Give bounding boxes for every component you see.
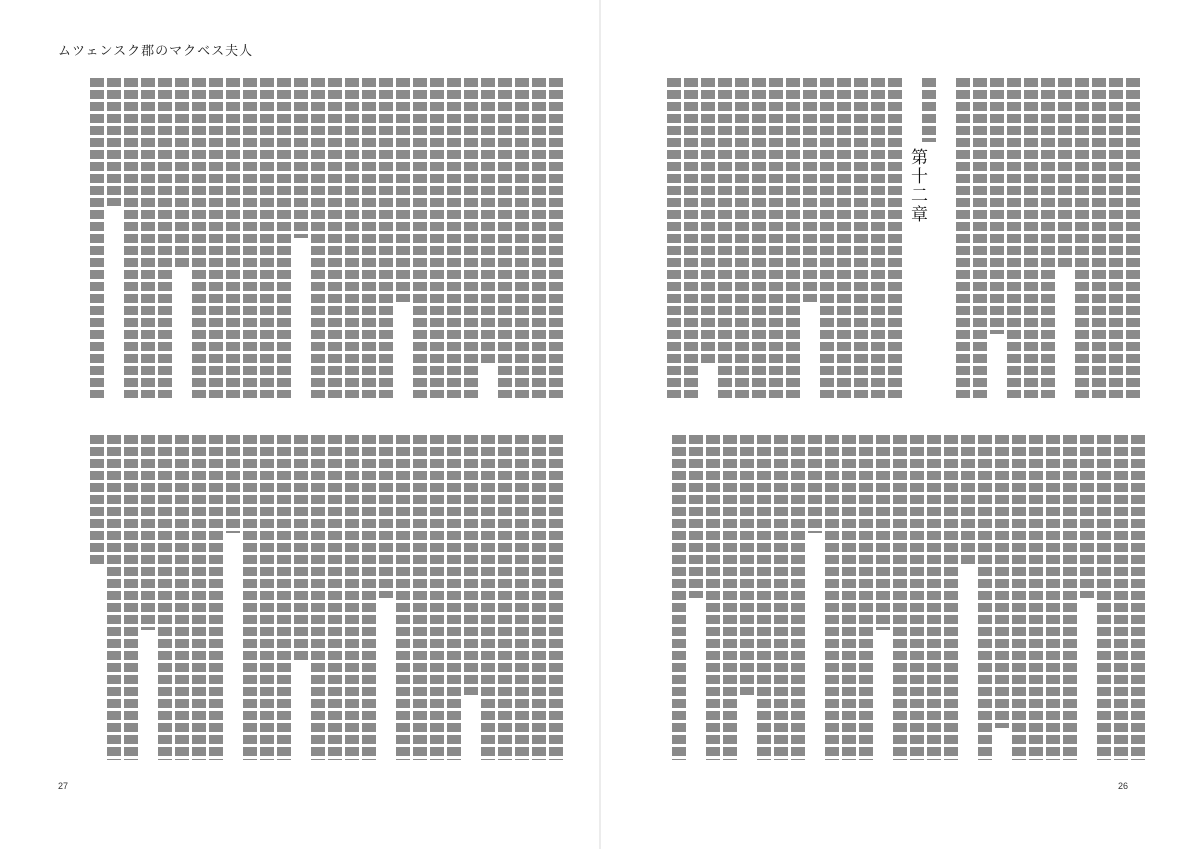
body-text-lower-left: [58, 435, 563, 765]
text-column-placeholder: [209, 435, 223, 760]
text-column-placeholder: [430, 435, 444, 760]
text-column-placeholder: [735, 78, 749, 398]
text-column-placeholder: [684, 78, 698, 398]
text-column-placeholder: [1075, 78, 1089, 398]
text-column-placeholder: [1058, 78, 1072, 270]
text-column-placeholder: [243, 435, 257, 760]
text-column-placeholder: [498, 435, 512, 760]
text-column-placeholder: [549, 435, 563, 760]
text-column-placeholder: [893, 435, 907, 760]
text-column-placeholder: [107, 78, 121, 206]
text-column-placeholder: [876, 435, 890, 630]
text-column-placeholder: [859, 435, 873, 760]
text-column-placeholder: [311, 78, 325, 398]
text-column-placeholder: [803, 78, 817, 302]
text-column-placeholder: [973, 78, 987, 398]
chapter-heading: 第十二章: [907, 148, 927, 224]
body-text-lower-right: [640, 435, 1145, 765]
text-column-placeholder: [910, 435, 924, 760]
text-column-placeholder: [549, 78, 563, 398]
text-column-placeholder: [158, 435, 172, 760]
text-column-placeholder: [1041, 78, 1055, 398]
text-column-placeholder: [175, 435, 189, 760]
text-column-placeholder: [1024, 78, 1038, 398]
text-column-placeholder: [837, 78, 851, 398]
text-column-placeholder: [413, 435, 427, 760]
right-page: [600, 0, 1200, 849]
text-column-placeholder: [141, 78, 155, 398]
text-column-placeholder: [311, 435, 325, 760]
text-column-placeholder: [379, 435, 393, 598]
text-column-placeholder: [888, 78, 902, 398]
text-column-placeholder: [413, 78, 427, 398]
text-column-placeholder: [243, 78, 257, 398]
text-column-placeholder: [464, 78, 478, 398]
text-column-placeholder: [978, 435, 992, 760]
text-column-placeholder: [774, 435, 788, 760]
text-column-placeholder: [141, 435, 155, 630]
text-column-placeholder: [532, 78, 546, 398]
text-column-placeholder: [842, 435, 856, 760]
text-column-placeholder: [107, 435, 121, 760]
text-column-placeholder: [718, 78, 732, 398]
text-column-placeholder: [90, 78, 104, 398]
text-column-placeholder: [226, 435, 240, 533]
text-column-placeholder: [1029, 435, 1043, 760]
text-column-placeholder: [706, 435, 720, 760]
text-column-placeholder: [871, 78, 885, 398]
text-column-placeholder: [328, 435, 342, 760]
text-column-placeholder: [939, 78, 953, 398]
text-column-placeholder: [396, 435, 410, 760]
text-column-placeholder: [786, 78, 800, 398]
text-column-placeholder: [791, 435, 805, 760]
text-column-placeholder: [294, 435, 308, 662]
text-column-placeholder: [905, 78, 919, 398]
text-column-placeholder: [209, 78, 223, 398]
text-column-placeholder: [124, 435, 138, 760]
text-column-placeholder: [260, 435, 274, 760]
text-column-placeholder: [192, 78, 206, 398]
text-column-placeholder: [175, 78, 189, 270]
text-column-placeholder: [90, 435, 104, 565]
text-column-placeholder: [294, 78, 308, 238]
text-column-placeholder: [362, 78, 376, 398]
text-column-placeholder: [672, 435, 686, 760]
text-column-placeholder: [922, 78, 936, 142]
text-column-placeholder: [430, 78, 444, 398]
text-column-placeholder: [345, 78, 359, 398]
text-column-placeholder: [723, 435, 737, 760]
text-column-placeholder: [515, 435, 529, 760]
text-column-placeholder: [995, 435, 1009, 728]
text-column-placeholder: [447, 435, 461, 760]
text-column-placeholder: [277, 78, 291, 398]
text-column-placeholder: [328, 78, 342, 398]
text-column-placeholder: [1109, 78, 1123, 398]
text-column-placeholder: [757, 435, 771, 760]
text-column-placeholder: [464, 435, 478, 695]
text-column-placeholder: [820, 78, 834, 398]
text-column-placeholder: [447, 78, 461, 398]
text-column-placeholder: [769, 78, 783, 398]
text-column-placeholder: [532, 435, 546, 760]
text-column-placeholder: [825, 435, 839, 760]
text-column-placeholder: [481, 435, 495, 760]
text-column-placeholder: [808, 435, 822, 533]
page-number-right: 26: [1118, 781, 1129, 791]
text-column-placeholder: [379, 78, 393, 398]
page-number-left: 27: [58, 781, 69, 791]
text-column-placeholder: [277, 435, 291, 760]
text-column-placeholder: [515, 78, 529, 398]
text-column-placeholder: [345, 435, 359, 760]
text-column-placeholder: [1007, 78, 1021, 398]
text-column-placeholder: [1097, 435, 1111, 760]
text-column-placeholder: [1126, 78, 1140, 398]
text-column-placeholder: [701, 78, 715, 366]
text-column-placeholder: [854, 78, 868, 398]
text-column-placeholder: [498, 78, 512, 398]
text-column-placeholder: [1114, 435, 1128, 760]
text-column-placeholder: [990, 78, 1004, 334]
text-column-placeholder: [124, 78, 138, 398]
body-text-upper-right: [640, 78, 1140, 403]
text-column-placeholder: [689, 435, 703, 598]
text-column-placeholder: [1131, 435, 1145, 760]
text-column-placeholder: [362, 435, 376, 760]
text-column-placeholder: [260, 78, 274, 398]
text-column-placeholder: [481, 78, 495, 366]
text-column-placeholder: [667, 78, 681, 398]
text-column-placeholder: [158, 78, 172, 398]
text-column-placeholder: [961, 435, 975, 565]
text-column-placeholder: [1092, 78, 1106, 398]
text-column-placeholder: [944, 435, 958, 760]
text-column-placeholder: [740, 435, 754, 695]
text-column-placeholder: [956, 78, 970, 398]
body-text-upper-left: [58, 78, 563, 403]
text-column-placeholder: [1046, 435, 1060, 760]
text-column-placeholder: [927, 435, 941, 760]
text-column-placeholder: [1063, 435, 1077, 760]
text-column-placeholder: [396, 78, 410, 302]
text-column-placeholder: [1080, 435, 1094, 598]
running-head: ムツェンスク郡のマクベス夫人: [58, 44, 254, 59]
text-column-placeholder: [1012, 435, 1026, 760]
text-column-placeholder: [192, 435, 206, 760]
text-column-placeholder: [226, 78, 240, 398]
text-column-placeholder: [752, 78, 766, 398]
